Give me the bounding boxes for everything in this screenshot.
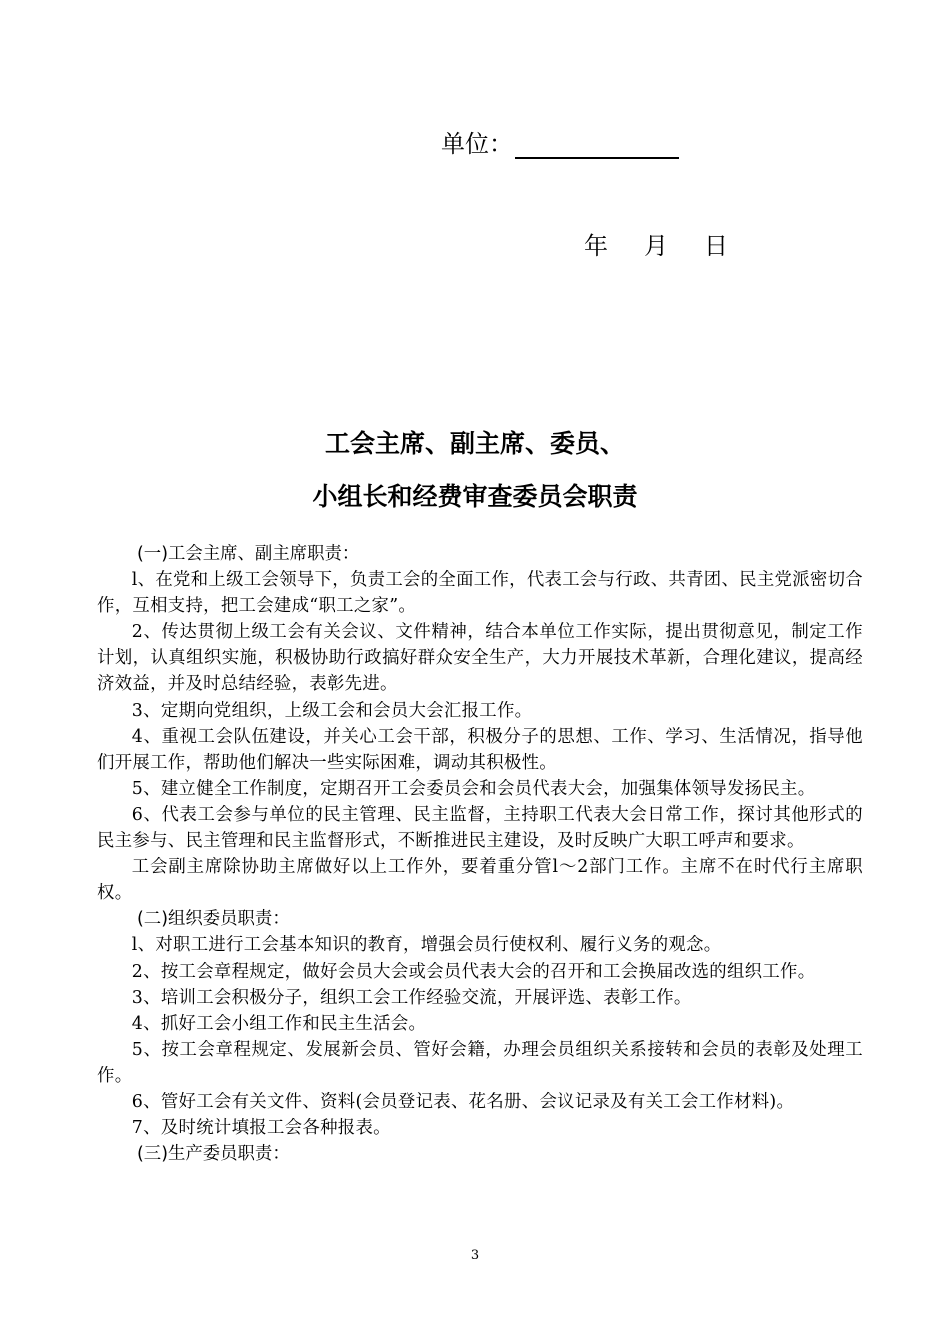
- list-item: 7、及时统计填报工会各种报表。: [131, 1118, 391, 1139]
- list-item: 5、建立健全工作制度，定期召开工会委员会和会员代表大会，加强集体领导发扬民主。: [131, 778, 816, 799]
- list-item: 5、按工会章程规定、发展新会员、管好会籍，办理会员组织关系接转和会员的表彰及处理工作。: [97, 1039, 863, 1086]
- list-item: 2、传达贯彻上级工会有关会议、文件精神，结合本单位工作实际，提出贯彻意见，制定工作计划，认真组织实施，积极协助行政搞好群众安全生产，大力开展技术革新，合理化建议，提高经济效益，并及时总结经验，表彰先进。: [97, 622, 863, 695]
- section-heading-chair: (一)工会主席、副主席职责：: [137, 544, 360, 564]
- unit-blank-line: [515, 133, 679, 159]
- list-item: 工会副主席除协助主席做好以上工作外，要着重分管l～2部门工作。主席不在时代行主席职权。: [97, 857, 863, 904]
- list-item: l、在党和上级工会领导下，负责工会的全面工作，代表工会与行政、共青团、民主党派密切合作，互相支持，把工会建成“职工之家”。: [97, 570, 863, 617]
- date-field: [584, 226, 728, 261]
- document-title-line-2: 小组长和经费审查委员会职责: [312, 482, 638, 511]
- list-item: 6、代表工会参与单位的民主管理、民主监督，主持职工代表大会日常工作，探讨其他形式的民主参与、民主管理和民主监督形式，不断推进民主建设，及时反映广大职工呼声和要求。: [97, 804, 863, 852]
- page-number: 3: [470, 1248, 480, 1263]
- section-heading-production: (三)生产委员职责：: [137, 1144, 290, 1165]
- date-month: 月: [644, 232, 668, 260]
- list-item: 3、定期向党组织，上级工会和会员大会汇报工作。: [131, 700, 533, 721]
- list-item: 2、按工会章程规定，做好会员大会或会员代表大会的召开和工会换届改选的组织工作。: [131, 961, 816, 982]
- list-item: 4、抓好工会小组工作和民主生活会。: [131, 1013, 427, 1034]
- date-year: 年: [584, 232, 608, 260]
- list-item: 6、管好工会有关文件、资料(会员登记表、花名册、会议记录及有关工会工作材料)。: [131, 1091, 795, 1112]
- unit-label: 单位：: [441, 130, 513, 158]
- list-item: 4、重视工会队伍建设，并关心工会干部，积极分子的思想、工作、学习、生活情况，指导他们开展工作，帮助他们解决一些实际困难，调动其积极性。: [97, 726, 863, 773]
- list-item: l、对职工进行工会基本知识的教育，增强会员行使权利、履行义务的观念。: [131, 935, 722, 956]
- list-item: 3、培训工会积极分子，组织工会工作经验交流，开展评选、表彰工作。: [131, 987, 692, 1008]
- unit-field: [441, 124, 679, 159]
- date-day: 日: [704, 232, 728, 260]
- document-body: [97, 541, 863, 1167]
- section-heading-organization: (二)组织委员职责：: [137, 909, 290, 930]
- document-title-line-1: 工会主席、副主席、委员、: [324, 429, 625, 458]
